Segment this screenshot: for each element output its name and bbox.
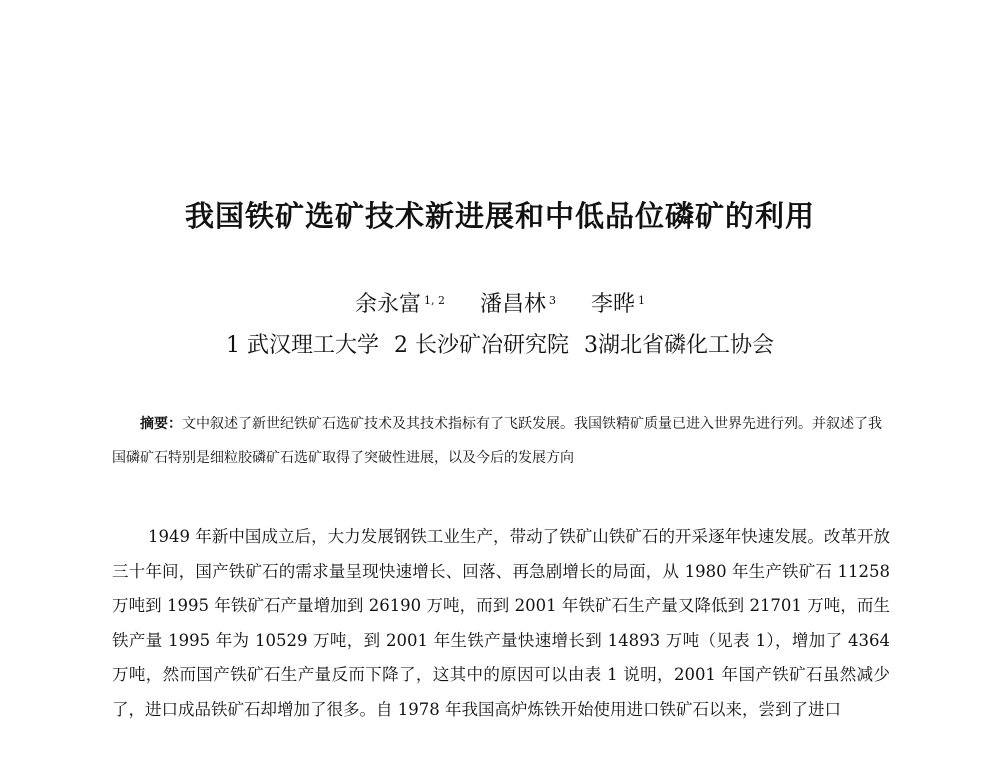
affiliation-list	[0, 331, 1000, 361]
author	[591, 290, 645, 320]
abstract-text: 文中叙述了新世纪铁矿石选矿技术及其技术指标有了飞跃发展。我国铁精矿质量已进入世界先进行列。并叙述了我国磷矿石特别是细粒胶磷矿石选矿取得了突破性进展，以及今后的发展方向	[112, 416, 882, 466]
author-list	[0, 290, 1000, 320]
author	[355, 290, 445, 320]
abstract-label: 摘要：	[140, 416, 182, 432]
abstract	[112, 407, 890, 475]
affiliation: 1 武汉理工大学	[226, 333, 379, 358]
author-affiliation-mark: 1	[638, 294, 646, 307]
author-name: 潘昌林	[479, 292, 546, 317]
author	[480, 290, 556, 320]
author-affiliation-mark: 3	[549, 294, 556, 307]
author-name: 余永富	[354, 292, 421, 317]
body-paragraph: 1949 年新中国成立后，大力发展钢铁工业生产，带动了铁矿山铁矿石的开采逐年快速发展。改革开放三十年间，国产铁矿石的需求量呈现快速增长、回落、再急剧增长的局面，从 1980 年生产铁矿石 11258 万吨到 1995 年铁矿石产量增加到 26190 万吨，而到 2001 年铁矿石生产量又降低到 21701 万吨，而生铁产量 1995 年为 10529 万吨，到 2001 年生铁产量快速增长到 14893 万吨（见表 1），增加了 4364 万吨，然而国产铁矿石生产量反而下降了，这其中的原因可以由表 1 说明，2001 年国产铁矿石虽然减少了，进口成品铁矿石却增加了很多。自 1978 年我国高炉炼铁开始使用进口铁矿石以来，尝到了进口	[112, 527, 890, 719]
paper-title: 我国铁矿选矿技术新进展和中低品位磷矿的利用	[184, 199, 815, 233]
affiliation: 3湖北省磷化工协会	[584, 333, 774, 358]
author-name: 李晔	[591, 292, 636, 317]
affiliation: 2 长沙矿冶研究院	[394, 333, 569, 358]
author-affiliation-mark: 1, 2	[423, 294, 445, 307]
